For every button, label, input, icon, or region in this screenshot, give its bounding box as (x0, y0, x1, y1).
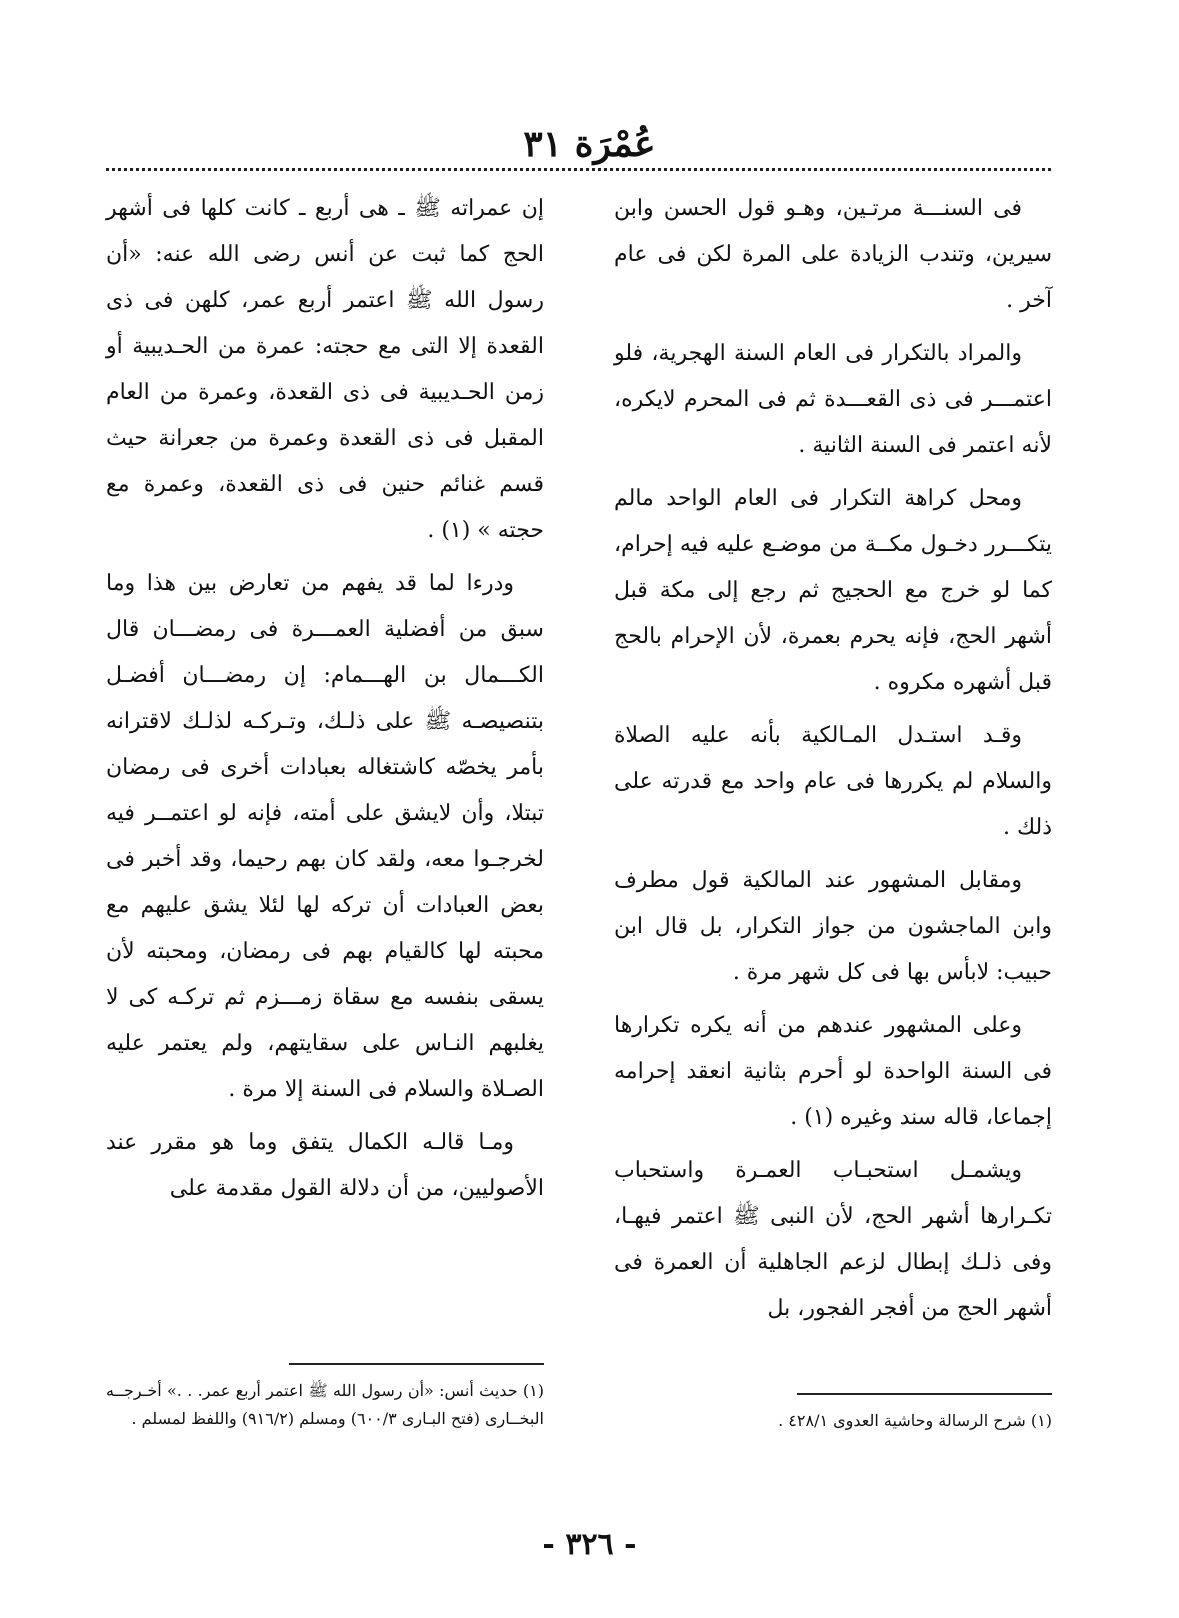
paragraph: والمراد بالتكرار فى العام السنة الهجرية، فلو اعتمـــر فى ذى القعـــدة ثم فى المحرم لايكره، لأنه اعتمر فى السنة الثانية . (614, 341, 1052, 458)
paragraph: ودرءا لما قد يفهم من تعارض بين هذا وما سبق من أفضلية العمـــرة فى رمضـــان قال الكـــمال بن الهـــمام: إن رمضـــان أفضـل بتنصيصـه ﷺ على ذلـك، وتـركـه لذلـك لاقترانه بأمر يخصّه كاشتغاله بعبادات أخرى فى رمضان تبتلا، وأن لايشق على أمته، فإنه لو اعتمــر فيه لخرجـوا معه، ولقد كان بهم رحيما، وقد أخبر فى بعض العبادات أن تركه لها لئلا يشق عليهم مع محبته لها كالقيام بهم فى رمضان، ومحبته لأن يسقى بنفسه مع سقاة زمـــزم ثم تركـه كى لا يغلبهم النـاس على سقايتهم، ولم يعتمر عليه الصـلاة والسلام فى السنة إلا مرة . (106, 571, 544, 1102)
footnote-text: (١) حديث أنس: «أن رسول الله ﷺ اعتمر أربع عمر. . .» أخـرجــه البخــارى (فتح البـارى ٦٠٠/٣) ومسلم (٩١٦/٢) واللفظ لمسلم . (106, 1381, 544, 1428)
footnote-left (106, 1363, 544, 1433)
page-number: - ٣٢٦ - (542, 1527, 637, 1562)
left-column (106, 186, 544, 1219)
footnote-divider (289, 1363, 544, 1365)
page-title: عُمْرَة ٣١ (523, 123, 656, 165)
paragraph: إن عمراته ﷺ ـ هى أربع ـ كانت كلها فى أشهر الحج كما ثبت عن أنس رضى الله عنه: «أن رسول الله ﷺ اعتمر أربع عمر، كلهن فى ذى القعدة إلا التى مع حجته: عمرة من الحـديبية أو زمن الحـديبية فى ذى القعدة، وعمرة من العام المقبل فى ذى القعدة وعمرة من جعرانة حيث قسم غنائم حنين فى ذى القعدة، وعمرة مع حجته » (١) . (106, 196, 544, 543)
paragraph: ومحل كراهة التكرار فى العام الواحد مالم يتكـــرر دخـول مكــة من موضـع عليه فيه إحرام، كما لو خرج مع الحجيج ثم رجع إلى مكة قبل أشهر الحج، فإنه يحرم بعمرة، لأن الإحرام بالحج قبل أشهره مكروه . (614, 486, 1052, 695)
footnote-text: (١) شرح الرسالة وحاشية العدوى ٤٢٨/١ . (778, 1411, 1052, 1430)
paragraph: وقـد استـدل المـالكية بأنه عليه الصلاة والسلام لم يكررها فى عام واحد مع قدرته على ذلك . (614, 723, 1052, 840)
footnote-right (614, 1393, 1052, 1435)
header-divider (106, 168, 1051, 171)
paragraph: وعلى المشهور عندهم من أنه يكره تكرارها فى السنة الواحدة لو أحرم بثانية انعقد إحرامه إجماعا، قاله سند وغيره (١) . (614, 1013, 1052, 1130)
paragraph: ومـا قالـه الكمال يتفق وما هو مقرر عند الأصوليين، من أن دلالة القول مقدمة على (106, 1130, 544, 1201)
right-column (614, 186, 1052, 1339)
paragraph: ويشمـل استحبـاب العمـرة واستحباب تكـرارها أشهر الحج، لأن النبى ﷺ اعتمر فيهـا، وفى ذلـك إبطال لزعم الجاهلية أن العمرة فى أشهر الحج من أفجر الفجور، بل (614, 1158, 1052, 1321)
paragraph: فى السنـــة مرتـين، وهـو قول الحسن وابن سيرين، وتندب الزيادة على المرة لكن فى عام آخر . (614, 196, 1052, 313)
footnote-divider (797, 1393, 1052, 1395)
paragraph: ومقابل المشهور عند المالكية قول مطرف وابن الماجشون من جواز التكرار، بل قال ابن حبيب: لابأس بها فى كل شهر مرة . (614, 868, 1052, 985)
